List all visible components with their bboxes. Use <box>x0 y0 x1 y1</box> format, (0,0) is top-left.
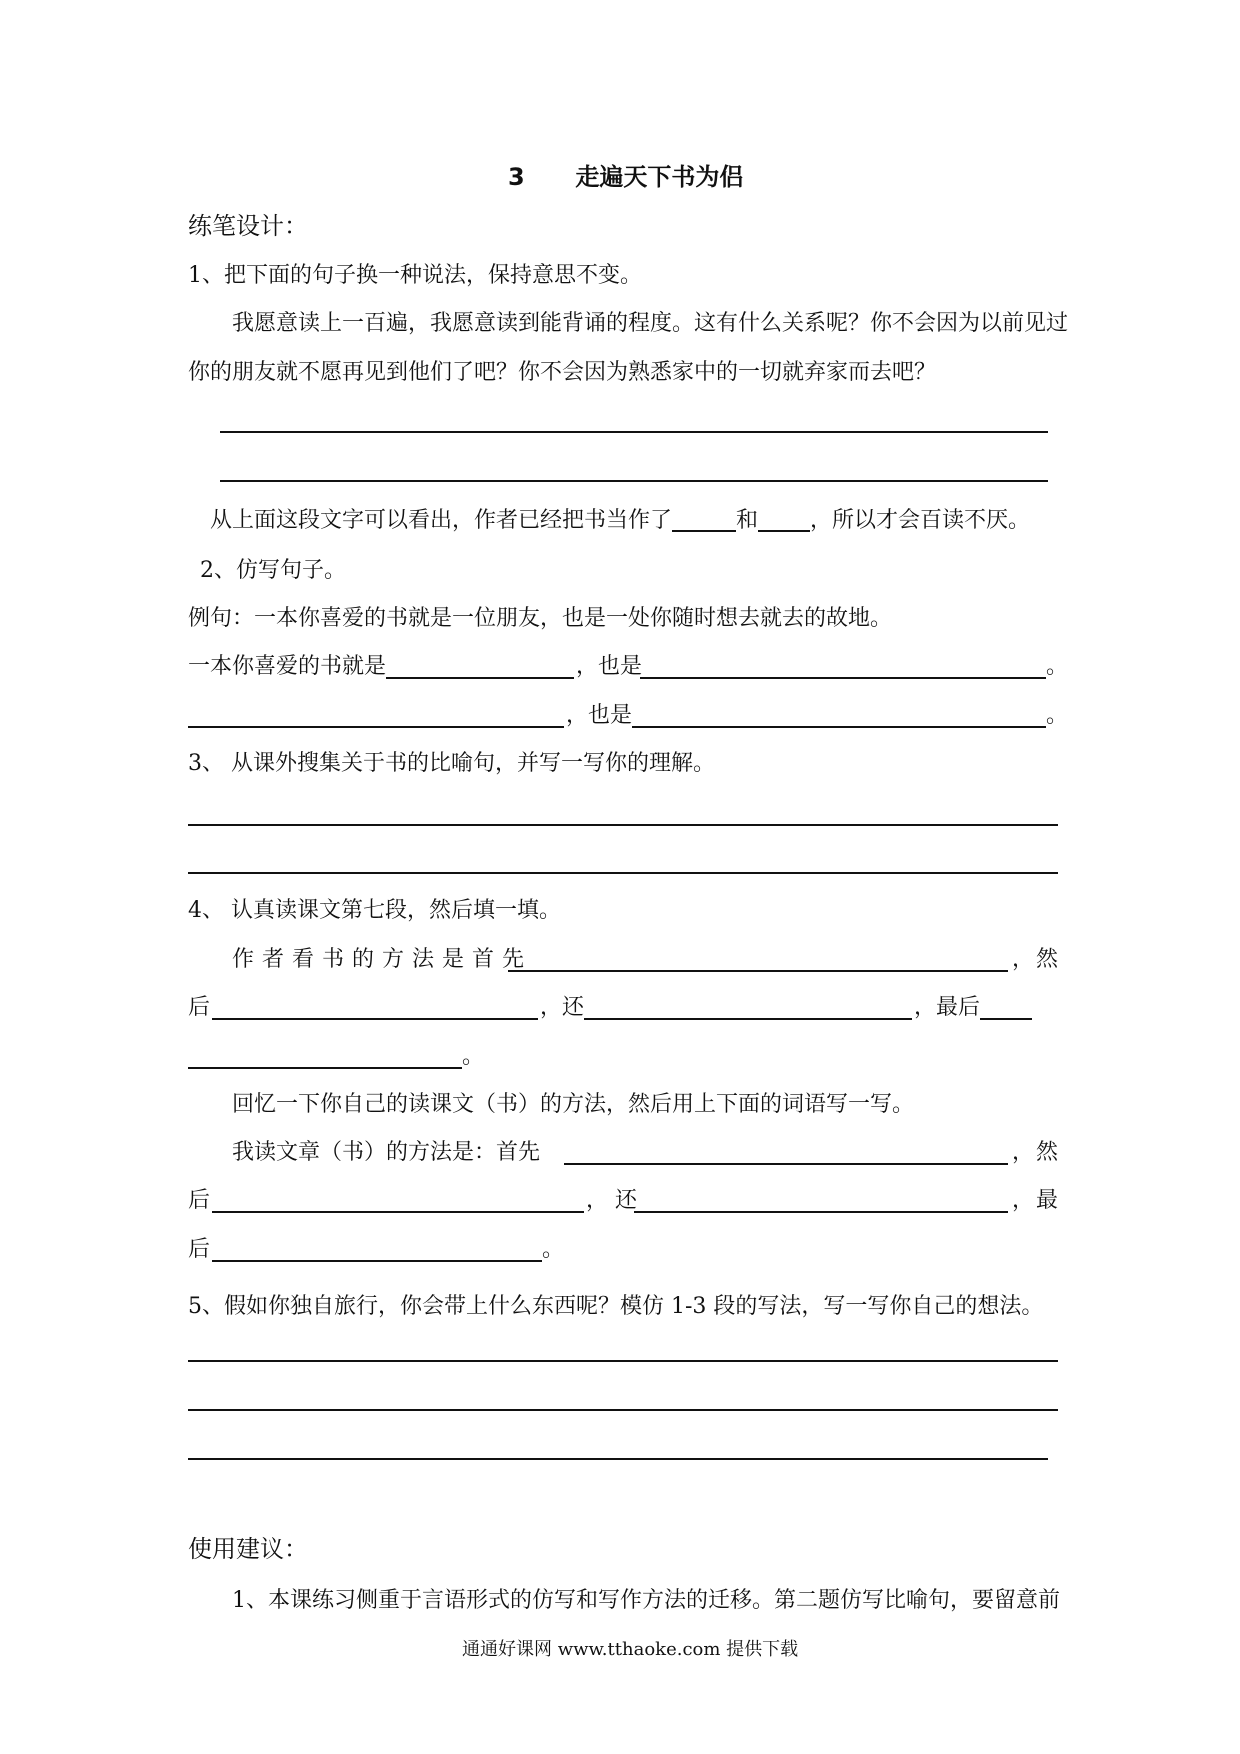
q4-blank-then[interactable] <box>212 1018 538 1020</box>
q3-answer-line-1[interactable] <box>188 824 1058 826</box>
question-5: 5、假如你独自旅行，你会带上什么东西呢？模仿 1-3 段的写法，写一写你自己的想法。 <box>188 1294 1044 1319</box>
question-3: 3、 从课外搜集关于书的比喻句，并写一写你的理解。 <box>188 751 715 776</box>
q4-line-1-comma: ， <box>1012 947 1035 972</box>
lesson-number: 3 <box>508 163 525 191</box>
q2-line-1-end: 。 <box>1046 654 1069 679</box>
question-1: 1、把下面的句子换一种说法，保持意思不变。 <box>188 263 642 288</box>
q4-line-3-end: 。 <box>462 1044 485 1069</box>
q2-line-2-mid: ，也是 <box>566 703 633 728</box>
q4-my-blank-last[interactable] <box>212 1260 542 1262</box>
page-title <box>508 165 743 189</box>
q1-blank-1[interactable] <box>672 510 736 532</box>
q4-my-blank-also[interactable] <box>634 1211 1008 1213</box>
question-4: 4、 认真读课文第七段，然后填一填。 <box>188 898 561 923</box>
q4-my-line-3-end: 。 <box>542 1237 565 1262</box>
q4-blank-last-a[interactable] <box>980 1018 1032 1020</box>
q4-blank-first[interactable] <box>508 970 1008 972</box>
q4-recall-prompt: 回忆一下你自己的读课文（书）的方法，然后用上下面的词语写一写。 <box>232 1092 915 1117</box>
section-heading-practice: 练笔设计： <box>188 212 308 240</box>
q4-my-line-3-start: 后 <box>188 1237 211 1262</box>
q4-my-line-2-start: 后 <box>188 1188 211 1213</box>
footer-credit: 通通好课网 www.tthaoke.com 提供下载 <box>462 1639 799 1660</box>
q4-my-blank-then[interactable] <box>212 1211 584 1213</box>
q1-blank-2[interactable] <box>758 510 810 532</box>
q4-my-ran: 然 <box>1036 1140 1059 1165</box>
q4-my-blank-first[interactable] <box>564 1163 1008 1165</box>
q2-example: 例句：一本你喜爱的书就是一位朋友，也是一处你随时想去就去的故地。 <box>188 606 893 631</box>
q3-answer-line-2[interactable] <box>188 872 1058 874</box>
question-2: 2、仿写句子。 <box>200 558 346 583</box>
q2-line-2-end: 。 <box>1046 703 1069 728</box>
q5-answer-line-3[interactable] <box>188 1458 1048 1460</box>
q4-line-2-also: ，还 <box>540 995 585 1020</box>
section-heading-usage: 使用建议： <box>188 1535 308 1563</box>
q2-line-1-start: 一本你喜爱的书就是 <box>188 654 387 679</box>
q4-line-2-last: ，最后 <box>914 995 981 1020</box>
q4-line-2-start: 后 <box>188 995 211 1020</box>
q1-passage-line-1: 我愿意读上一百遍，我愿意读到能背诵的程度。这有什么关系呢？你不会因为以前见过 <box>232 311 1069 336</box>
q4-my-comma-2: ， <box>1012 1188 1035 1213</box>
q1-answer-line-1[interactable] <box>220 431 1048 433</box>
q2-line-1-mid: ，也是 <box>576 654 643 679</box>
q4-blank-also[interactable] <box>584 1018 912 1020</box>
lesson-title: 走遍天下书为侣 <box>575 163 744 191</box>
q4-my-zui: 最 <box>1036 1188 1059 1213</box>
q4-my-method-start: 我读文章（书）的方法是：首先 <box>232 1140 541 1165</box>
q1-passage-line-2: 你的朋友就不愿再见到他们了吧？你不会因为熟悉家中的一切就弃家而去吧？ <box>188 360 937 385</box>
q1-answer-line-2[interactable] <box>220 480 1048 482</box>
usage-item-1: 1、本课练习侧重于言语形式的仿写和写作方法的迁移。第二题仿写比喻句，要留意前 <box>232 1588 1060 1613</box>
q4-line-1-end: 然 <box>1036 947 1059 972</box>
q4-line-1-start: 作者看书的方法是首先 <box>232 947 533 972</box>
q2-blank-3[interactable] <box>188 726 564 728</box>
q1-fill-sentence: 从上面这段文字可以看出，作者已经把书当作了 和 ，所以才会百读不厌。 <box>210 508 1031 533</box>
q4-my-also: ， 还 <box>586 1188 637 1213</box>
q5-answer-line-2[interactable] <box>188 1409 1058 1411</box>
q4-blank-last-b[interactable] <box>188 1067 462 1069</box>
q2-blank-2[interactable] <box>640 677 1046 679</box>
q4-my-comma: ， <box>1012 1140 1035 1165</box>
q2-blank-1[interactable] <box>386 677 574 679</box>
q2-blank-4[interactable] <box>632 726 1046 728</box>
q5-answer-line-1[interactable] <box>188 1360 1058 1362</box>
